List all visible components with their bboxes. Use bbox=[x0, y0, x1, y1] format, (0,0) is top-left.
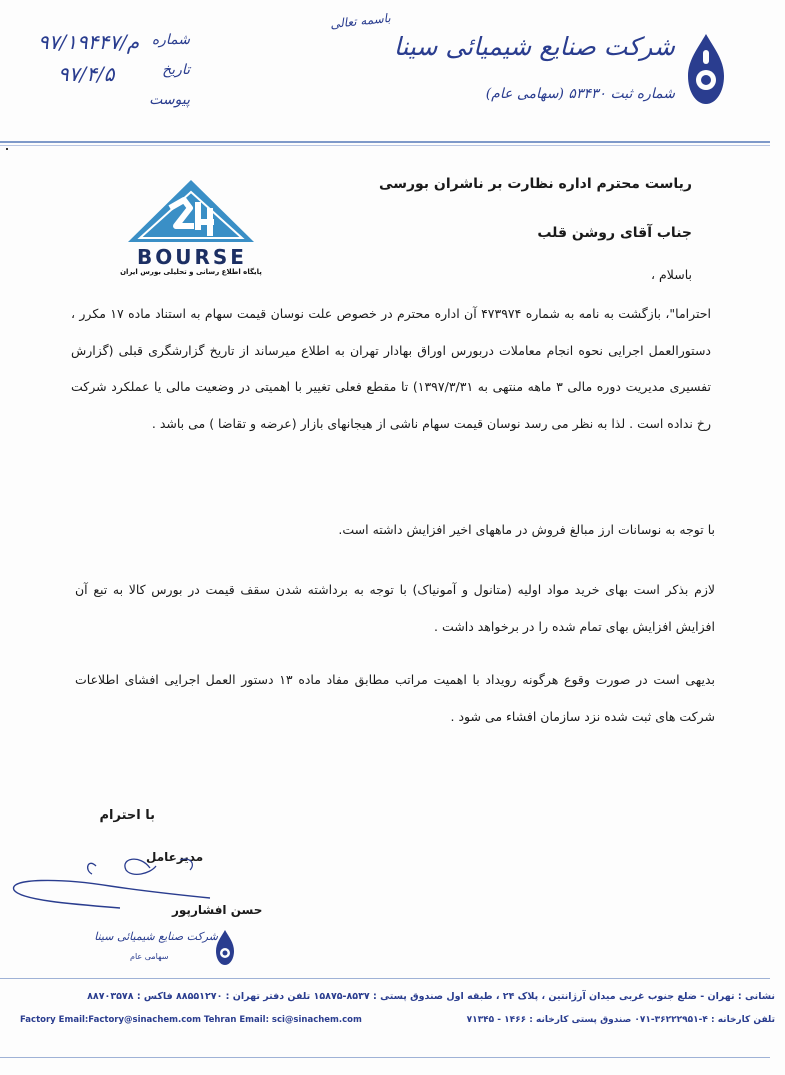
body-paragraph-4: بدیهی است در صورت وقوع هرگونه رویداد با اهمیت مراتب مطابق مفاد ماده ۱۳ دستور العمل اجرایی افشای اطلاعات شرکت های ثبت شده نزد سازمان افشاء می شود . bbox=[75, 672, 715, 724]
number-label: شماره bbox=[151, 32, 190, 48]
body-paragraph-2: با توجه به نوسانات ارز مبالغ فروش در ماههای اخیر افزایش داشته است. bbox=[338, 522, 715, 537]
header-divider-thin bbox=[0, 145, 770, 146]
header-divider bbox=[0, 141, 770, 143]
company-stamp-text: شرکت صنایع شیمیائی سینا bbox=[94, 930, 218, 943]
addressee-line: جناب آقای روشن قلب bbox=[537, 225, 692, 241]
bourse-wordmark: BOURSE bbox=[137, 245, 247, 269]
basmala: باسمه تعالی bbox=[329, 10, 392, 32]
stamp-logo-icon bbox=[212, 928, 238, 968]
footer-divider bbox=[0, 978, 770, 979]
letter-number-value: ۹۷/م/۱۹۴۴۷ bbox=[38, 30, 140, 54]
closing-line: با احترام bbox=[99, 808, 155, 823]
footer-bottom-divider bbox=[0, 1057, 770, 1058]
signer-name: حسن افشارپور bbox=[172, 903, 263, 917]
date-label: تاریخ bbox=[162, 62, 190, 78]
footer-address-line: نشانی : تهران - ضلع جنوب غربی میدان آرژانتین ، پلاک ۲۴ ، طبقه اول صندوق پستی : ۸۵۳۷-۱۵۸۷۵ تلفن دفتر تهران : ۸۸۵۵۱۲۷۰ فاکس : ۸۸۷۰۳۵۷۸ bbox=[87, 991, 775, 1002]
letter-date-value: ۹۷/۴/۵ bbox=[58, 62, 115, 86]
registration-number: شماره ثبت ۵۳۴۳۰ (سهامی عام) bbox=[485, 86, 675, 102]
body-paragraph-3: لازم بذکر است بهای خرید مواد اولیه (متانول و آمونیاک) با توجه به برداشته شدن سقف قیمت در بورس کالا به تبع آن افزایش افزایش بهای تمام شده را در برخواهد داشت . bbox=[75, 582, 715, 634]
handwritten-signature bbox=[0, 848, 263, 928]
footer-emails: Factory Email:Factory@sinachem.com Tehran Email: sci@sinachem.com bbox=[20, 1015, 362, 1025]
body-paragraph-1: احتراما"، بازگشت به نامه به شماره ۴۷۳۹۷۴ آن اداره محترم در خصوص علت نوسان قیمت سهام به استناد ماده ۱۷ مکرر ، دستورالعمل اجرایی نحوه انجام معاملات دربورس اوراق بهادار تهران به اطلاع میرساند از تاریخ گزارشگری قبلی (گزارش تفسیری مدیریت دوره مالی ۳ ماهه منتهی به ۱۳۹۷/۳/۳۱) تا مقطع فعلی تغییر با اهمیتی در وضعیت مالی یا عملکرد شرکت رخ نداده است . لذا به نظر می رسد نوسان قیمت سهام ناشی از هیجانهای بازار (عرضه و تقاضا ) می باشد . bbox=[71, 306, 711, 431]
recipient-line: ریاست محترم اداره نظارت بر ناشران بورسی bbox=[379, 176, 692, 192]
footer-factory-line: تلفن کارخانه : ۴-۳۶۲۲۲۹۵۱-۰۷۱ صندوق پستی کارخانه : ۱۴۶۶ - ۷۱۳۴۵ bbox=[466, 1015, 775, 1025]
bourse-tagline: پایگاه اطلاع رسانی و تحلیلی بورس ایران bbox=[120, 268, 262, 276]
company-stamp-subtext: سهامی عام bbox=[130, 952, 169, 961]
signer-title: مدیرعامل bbox=[146, 850, 204, 864]
company-logo bbox=[680, 30, 732, 110]
greeting: باسلام ، bbox=[651, 267, 692, 282]
margin-mark bbox=[6, 148, 8, 150]
attachment-label: پیوست bbox=[149, 92, 190, 108]
company-name: شرکت صنایع شیمیائی سینا bbox=[393, 32, 675, 61]
